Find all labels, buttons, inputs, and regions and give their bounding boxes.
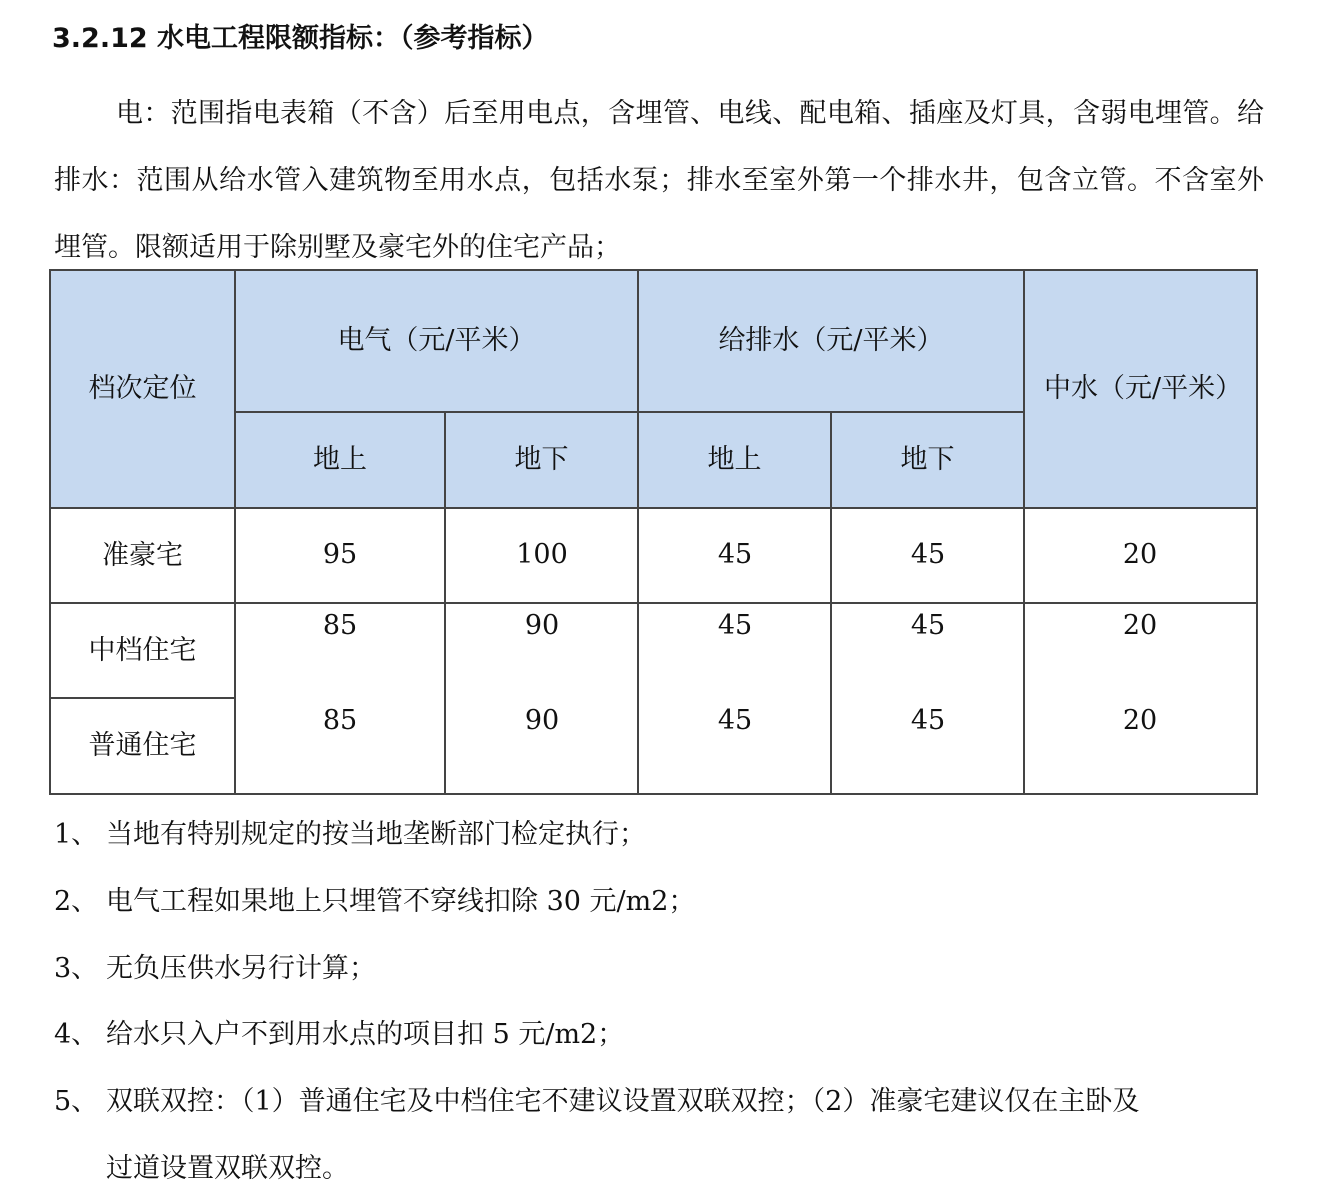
cell-value: 45 xyxy=(717,539,753,570)
table-border xyxy=(1256,269,1258,795)
note-item-continued xyxy=(54,1146,349,1185)
note-number: 3、 xyxy=(54,953,99,984)
note-number: 1、 xyxy=(54,819,99,850)
cell-value: 90 xyxy=(524,610,560,641)
table-border xyxy=(50,269,1258,271)
table-border xyxy=(49,269,51,795)
cell-value: 95 xyxy=(322,539,358,570)
row-grade: 准豪宅 xyxy=(102,539,183,571)
table-rule xyxy=(830,411,832,795)
cell-value: 20 xyxy=(1122,705,1158,736)
note-item xyxy=(54,1079,1139,1118)
note-number: 5、 xyxy=(54,1086,99,1117)
row-grade: 中档住宅 xyxy=(88,634,197,666)
header-water: 给排水（元/平米） xyxy=(718,325,944,356)
cell-value: 20 xyxy=(1122,539,1158,570)
section-heading: 3.2.12 水电工程限额指标：（参考指标） xyxy=(52,23,549,54)
note-item xyxy=(54,879,695,918)
note-number: 4、 xyxy=(54,1019,99,1050)
cell-value: 100 xyxy=(516,539,568,570)
header-electrical: 电气（元/平米） xyxy=(337,325,536,356)
header-elec-below: 地下 xyxy=(514,444,569,475)
row-grade: 普通住宅 xyxy=(88,730,197,761)
cell-value: 45 xyxy=(717,705,753,736)
header-water-above: 地上 xyxy=(707,444,762,475)
note-text: 给水只入户不到用水点的项目扣 5 元/m2； xyxy=(106,1019,625,1050)
table-rule xyxy=(234,269,236,795)
note-text: 电气工程如果地上只埋管不穿线扣除 30 元/m2； xyxy=(106,886,696,917)
scope-paragraph: 电：范围指电表箱（不含）后至用电点，含埋管、电线、配电箱、插座及灯具，含弱电埋管。给排水：范围从给水管入建筑物至用水点，包括水泵；排水至室外第一个排水井，包含立管。不含室外埋管。限额适用于除别墅及豪宅外的住宅产品； xyxy=(54,98,1264,263)
note-item xyxy=(54,812,646,851)
table-rule xyxy=(235,411,1024,413)
note-item xyxy=(54,1012,624,1051)
table-rule xyxy=(444,411,446,795)
header-reclaimed-water: 中水（元/平米） xyxy=(1044,373,1243,404)
cell-value: 85 xyxy=(322,610,358,641)
note-text: 双联双控：（1）普通住宅及中档住宅不建议设置双联双控；（2）准豪宅建议仅在主卧及 xyxy=(106,1086,1140,1117)
table-rule xyxy=(1023,269,1025,795)
table-rule xyxy=(50,507,1258,509)
cell-value: 20 xyxy=(1122,610,1158,641)
cell-value: 45 xyxy=(717,610,753,641)
table-rule xyxy=(50,697,235,699)
table-rule xyxy=(637,269,639,795)
note-text: 无负压供水另行计算； xyxy=(106,953,376,984)
cell-value: 45 xyxy=(910,705,946,736)
header-water-below: 地下 xyxy=(900,444,955,475)
note-text: 过道设置双联双控。 xyxy=(106,1153,349,1184)
cell-value: 90 xyxy=(524,705,560,736)
cell-value: 45 xyxy=(910,539,946,570)
cell-value: 85 xyxy=(322,705,358,736)
cell-value: 45 xyxy=(910,610,946,641)
header-grade: 档次定位 xyxy=(88,373,197,404)
note-text: 当地有特别规定的按当地垄断部门检定执行； xyxy=(106,819,646,850)
note-item xyxy=(54,946,376,985)
header-elec-above: 地上 xyxy=(313,444,367,475)
table-rule xyxy=(50,602,1258,604)
table-border xyxy=(50,793,1258,795)
note-number: 2、 xyxy=(54,886,99,917)
